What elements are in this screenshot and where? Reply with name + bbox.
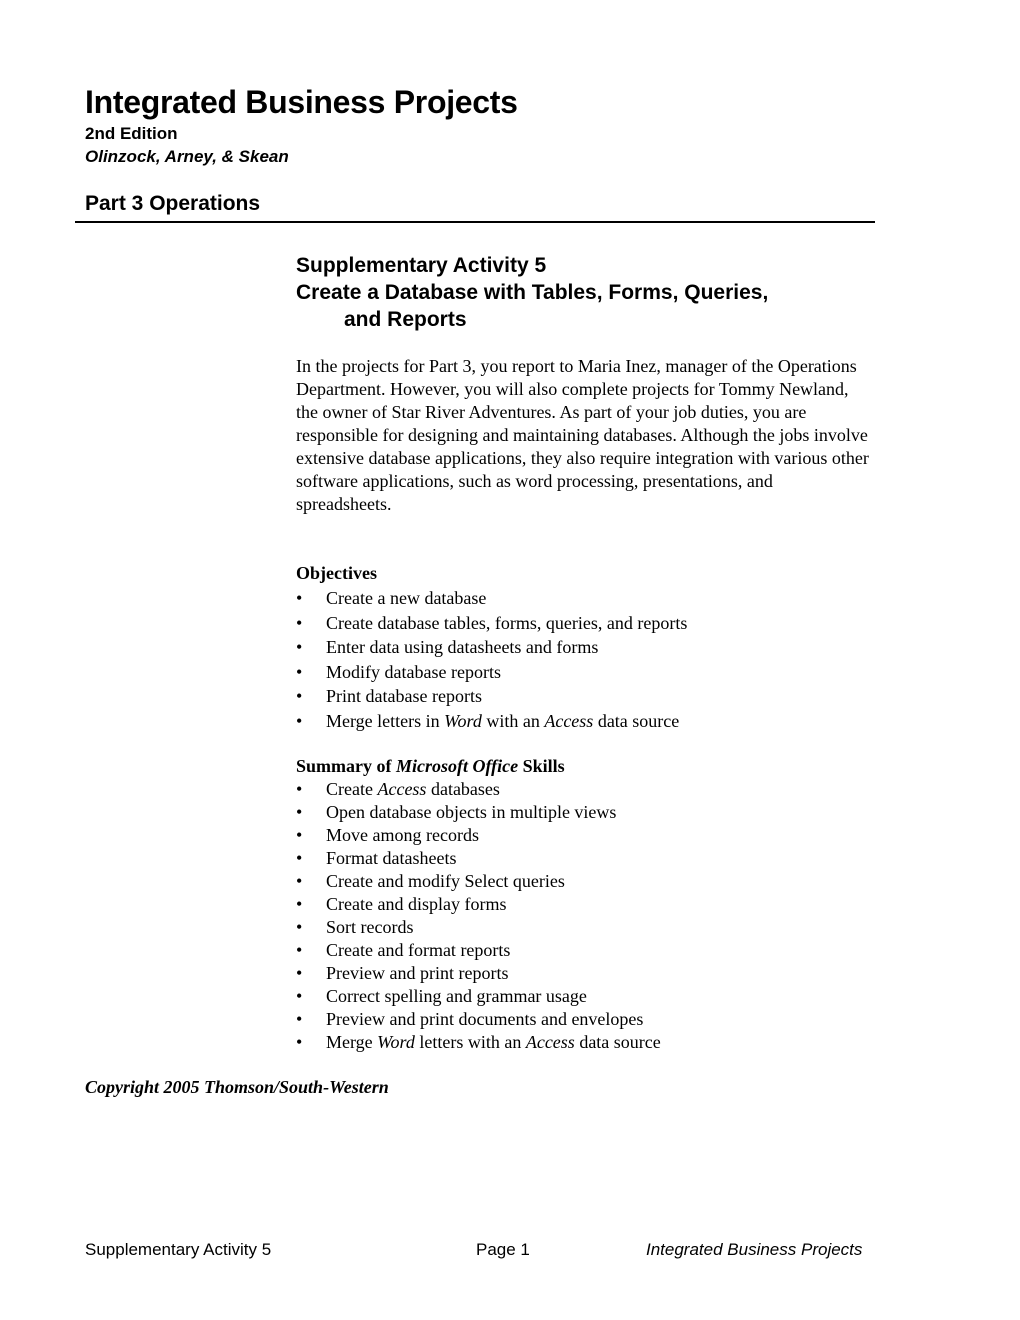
bullet-icon: • [296, 779, 303, 799]
skills-list [296, 778, 661, 1054]
book-title: Integrated Business Projects [85, 84, 518, 120]
activity-title-line-3: and Reports [344, 308, 467, 331]
list-item: • Create Access databases [296, 779, 500, 799]
bullet-icon: • [296, 1009, 303, 1029]
list-item: • Create and format reports [296, 940, 511, 960]
header-divider [75, 221, 875, 223]
bullet-icon: • [296, 963, 303, 983]
list-item: • Format datasheets [296, 848, 457, 868]
authors-label: Olinzock, Arney, & Skean [85, 147, 289, 166]
list-item: • Preview and print documents and envelopes [296, 1009, 644, 1029]
footer-left: Supplementary Activity 5 [85, 1240, 272, 1259]
list-item: • Preview and print reports [296, 963, 509, 983]
list-item: • Move among records [296, 825, 479, 845]
bullet-icon: • [296, 1032, 303, 1052]
list-item: • Create and display forms [296, 894, 507, 914]
list-item: • Print database reports [296, 684, 687, 709]
copyright-notice: Copyright 2005 Thomson/South-Western [85, 1077, 389, 1097]
bullet-icon: • [296, 848, 303, 868]
edition-label: 2nd Edition [85, 124, 178, 143]
bullet-icon: • [296, 986, 303, 1006]
list-item: • Correct spelling and grammar usage [296, 986, 587, 1006]
activity-title-line-1: Supplementary Activity 5 [296, 254, 547, 277]
skills-heading: Summary of Microsoft Office Skills [296, 756, 565, 776]
bullet-icon: • [296, 686, 303, 706]
footer-right: Integrated Business Projects [646, 1240, 863, 1259]
list-item: • Create database tables, forms, queries, and reports [296, 611, 687, 636]
list-item: • Sort records [296, 917, 414, 937]
list-item: • Merge letters in Word with an Access data source [296, 709, 687, 734]
bullet-icon: • [296, 825, 303, 845]
bullet-icon: • [296, 612, 303, 633]
list-item: • Open database objects in multiple views [296, 802, 617, 822]
list-item: • Modify database reports [296, 660, 687, 685]
bullet-icon: • [296, 588, 303, 608]
footer-page-number: Page 1 [476, 1240, 530, 1259]
activity-title-line-2: Create a Database with Tables, Forms, Queries, [296, 281, 769, 304]
bullet-icon: • [296, 661, 303, 682]
objectives-list [296, 586, 687, 733]
bullet-icon: • [296, 637, 303, 657]
list-item: • Merge Word letters with an Access data source [296, 1032, 661, 1052]
list-item: • Create a new database [296, 586, 687, 611]
bullet-icon: • [296, 710, 303, 731]
activity-title [296, 252, 856, 333]
list-item: • Create and modify Select queries [296, 871, 565, 891]
list-item: • Enter data using datasheets and forms [296, 635, 687, 660]
bullet-icon: • [296, 894, 303, 914]
bullet-icon: • [296, 917, 303, 937]
intro-paragraph: In the projects for Part 3, you report to Maria Inez, manager of the Operations Department. However, you will also complete projects for Tommy Newland, the owner of Star River Adventures. As part of your job duties, you are responsible for designing and maintaining databases. Although the jobs involve extensive database applications, they also require integration with various other software applications, such as word processing, presentations, and spreadsheets. [296, 356, 869, 514]
part-heading: Part 3 Operations [85, 192, 261, 215]
bullet-icon: • [296, 802, 303, 822]
bullet-icon: • [296, 940, 303, 960]
bullet-icon: • [296, 871, 303, 891]
objectives-heading: Objectives [296, 563, 377, 583]
